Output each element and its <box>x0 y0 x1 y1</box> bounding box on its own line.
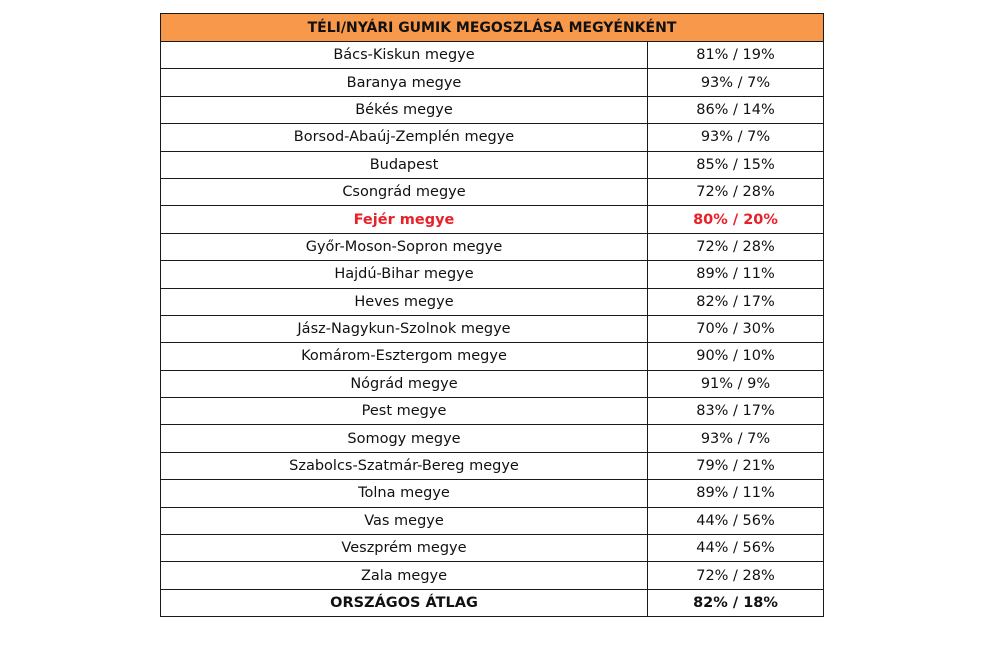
table-row <box>161 480 824 507</box>
county-value: 85% / 15% <box>648 151 824 178</box>
county-name: Heves megye <box>161 288 648 315</box>
table-row-highlighted <box>161 206 824 233</box>
county-name: Veszprém megye <box>161 535 648 562</box>
table-row <box>161 398 824 425</box>
county-value: 72% / 28% <box>648 562 824 589</box>
county-name: Tolna megye <box>161 480 648 507</box>
tire-distribution-table <box>160 13 824 617</box>
county-value: 82% / 17% <box>648 288 824 315</box>
county-name: Zala megye <box>161 562 648 589</box>
table-row <box>161 151 824 178</box>
county-value: 93% / 7% <box>648 124 824 151</box>
county-name: Somogy megye <box>161 425 648 452</box>
county-name: Bács-Kiskun megye <box>161 42 648 69</box>
table-title: TÉLI/NYÁRI GUMIK MEGOSZLÁSA MEGYÉNKÉNT <box>161 14 824 42</box>
table-row <box>161 96 824 123</box>
county-value: 91% / 9% <box>648 370 824 397</box>
county-name: Győr-Moson-Sopron megye <box>161 233 648 260</box>
county-name: Szabolcs-Szatmár-Bereg megye <box>161 452 648 479</box>
table-row <box>161 370 824 397</box>
table-row <box>161 315 824 342</box>
table-row <box>161 69 824 96</box>
table-row <box>161 562 824 589</box>
county-value: 83% / 17% <box>648 398 824 425</box>
national-average-value: 82% / 18% <box>648 589 824 616</box>
county-value: 89% / 11% <box>648 480 824 507</box>
county-value: 86% / 14% <box>648 96 824 123</box>
county-name: Budapest <box>161 151 648 178</box>
county-name: Csongrád megye <box>161 178 648 205</box>
county-value: 44% / 56% <box>648 507 824 534</box>
county-name: Fejér megye <box>161 206 648 233</box>
county-name: Borsod-Abaúj-Zemplén megye <box>161 124 648 151</box>
county-name: Jász-Nagykun-Szolnok megye <box>161 315 648 342</box>
table-row-total <box>161 589 824 616</box>
county-name: Pest megye <box>161 398 648 425</box>
county-value: 90% / 10% <box>648 343 824 370</box>
county-name: Baranya megye <box>161 69 648 96</box>
table-row <box>161 452 824 479</box>
table-row <box>161 425 824 452</box>
county-name: Vas megye <box>161 507 648 534</box>
table-row <box>161 288 824 315</box>
county-value: 81% / 19% <box>648 42 824 69</box>
table-row <box>161 233 824 260</box>
county-name: Komárom-Esztergom megye <box>161 343 648 370</box>
county-value: 44% / 56% <box>648 535 824 562</box>
table-row <box>161 343 824 370</box>
table-row <box>161 261 824 288</box>
county-value: 89% / 11% <box>648 261 824 288</box>
table-row <box>161 42 824 69</box>
county-value: 93% / 7% <box>648 425 824 452</box>
county-value: 93% / 7% <box>648 69 824 96</box>
table-row <box>161 535 824 562</box>
table-row <box>161 124 824 151</box>
table-row <box>161 507 824 534</box>
county-value: 80% / 20% <box>648 206 824 233</box>
table-row <box>161 178 824 205</box>
county-name: Nógrád megye <box>161 370 648 397</box>
table-header-row <box>161 14 824 42</box>
county-name: Hajdú-Bihar megye <box>161 261 648 288</box>
county-value: 72% / 28% <box>648 233 824 260</box>
national-average-label: ORSZÁGOS ÁTLAG <box>161 589 648 616</box>
county-value: 79% / 21% <box>648 452 824 479</box>
county-value: 72% / 28% <box>648 178 824 205</box>
county-value: 70% / 30% <box>648 315 824 342</box>
county-name: Békés megye <box>161 96 648 123</box>
